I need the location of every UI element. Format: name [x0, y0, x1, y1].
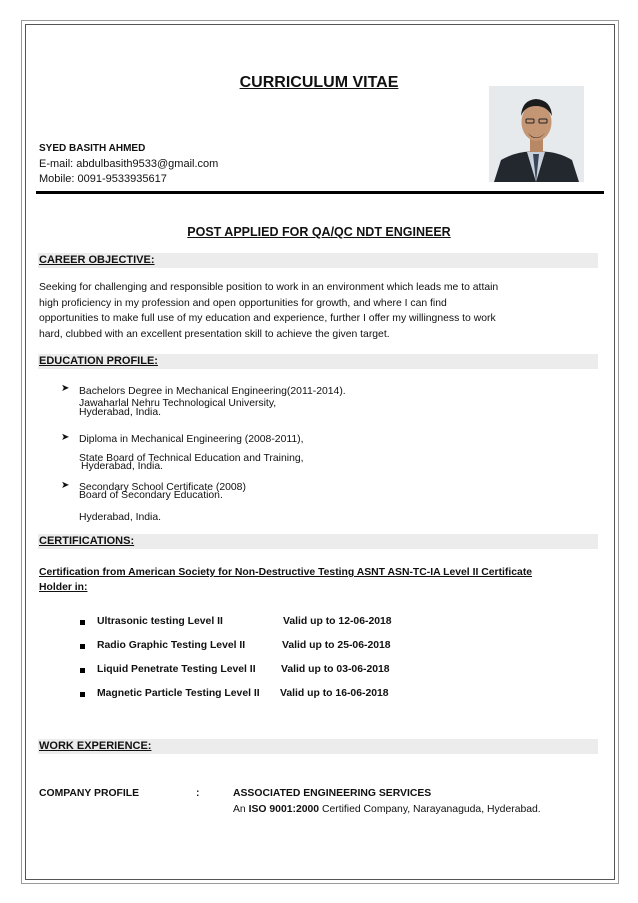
certification-validity: Valid up to 12-06-2018 — [283, 616, 392, 627]
education-heading: EDUCATION PROFILE: — [39, 355, 158, 367]
education-place: Hyderabad, India. — [81, 461, 164, 472]
education-org: Jawaharlal Nehru Technological University, — [79, 398, 277, 409]
email-line: E-mail: abdulbasith9533@gmail.com — [39, 158, 219, 170]
company-label: COMPANY PROFILE — [39, 788, 140, 799]
certification-name: Liquid Penetrate Testing Level II — [97, 664, 256, 675]
education-place: Hyderabad, India. — [79, 407, 162, 418]
work-experience-heading: WORK EXPERIENCE: — [39, 740, 152, 752]
profile-photo — [489, 86, 584, 182]
arrow-bullet-icon: ➤ — [61, 480, 70, 491]
education-title: Bachelors Degree in Mechanical Engineering(2011-2014). — [79, 386, 346, 397]
post-applied: POST APPLIED FOR QA/QC NDT ENGINEER — [187, 225, 451, 239]
education-title: Secondary School Certificate (2008) — [79, 482, 246, 493]
education-place: Hyderabad, India. — [79, 512, 162, 523]
header-divider — [36, 191, 604, 194]
career-objective-band — [38, 253, 598, 268]
education-band — [38, 354, 598, 369]
career-line: opportunities to make full use of my education and experience, further I offer my willingness to work — [39, 313, 496, 324]
work-experience-band — [38, 739, 598, 754]
arrow-bullet-icon: ➤ — [61, 432, 70, 443]
certification-name: Ultrasonic testing Level II — [97, 616, 223, 627]
certification-validity: Valid up to 16-06-2018 — [280, 688, 389, 699]
certification-validity: Valid up to 03-06-2018 — [281, 664, 390, 675]
career-objective-heading: CAREER OBJECTIVE: — [39, 254, 155, 266]
education-org: Board of Secondary Education. — [79, 490, 223, 501]
arrow-bullet-icon: ➤ — [61, 383, 70, 394]
education-org: State Board of Technical Education and Training, — [79, 453, 304, 464]
certification-name: Magnetic Particle Testing Level II — [97, 688, 260, 699]
mobile-line: Mobile: 0091-9533935617 — [39, 173, 167, 185]
certification-validity: Valid up to 25-06-2018 — [282, 640, 391, 651]
certification-intro: Certification from American Society for Non-Destructive Testing ASNT ASN-TC-IA Level II Certificate Holder in: — [39, 567, 533, 593]
applicant-name: SYED BASITH AHMED — [39, 143, 146, 154]
square-bullet-icon — [80, 644, 85, 649]
certifications-band — [38, 534, 598, 549]
company-name: ASSOCIATED ENGINEERING SERVICES — [233, 788, 432, 799]
career-line: hard, clubbed with an excellent presentation skill to achieve the given target. — [39, 328, 390, 340]
company-desc-rest: Certified Company, Narayanaguda, Hyderabad. — [319, 804, 541, 815]
company-description — [233, 804, 541, 815]
education-title: Diploma in Mechanical Engineering (2008-2011), — [79, 434, 304, 445]
square-bullet-icon — [80, 620, 85, 625]
certification-name: Radio Graphic Testing Level II — [97, 640, 246, 651]
certifications-heading: CERTIFICATIONS: — [39, 535, 135, 547]
company-desc-iso: ISO 9001:2000 — [248, 804, 320, 815]
square-bullet-icon — [80, 668, 85, 673]
company-colon: : — [196, 788, 200, 799]
document-title: CURRICULUM VITAE — [239, 74, 399, 91]
career-line: Seeking for challenging and responsible position to work in an environment which leads me to attain — [39, 282, 499, 293]
career-line: high proficiency in my profession and open opportunities for growth, and where I can find — [39, 297, 447, 309]
square-bullet-icon — [80, 692, 85, 697]
career-objective-text — [39, 280, 531, 342]
company-desc-prefix: An — [233, 804, 249, 815]
